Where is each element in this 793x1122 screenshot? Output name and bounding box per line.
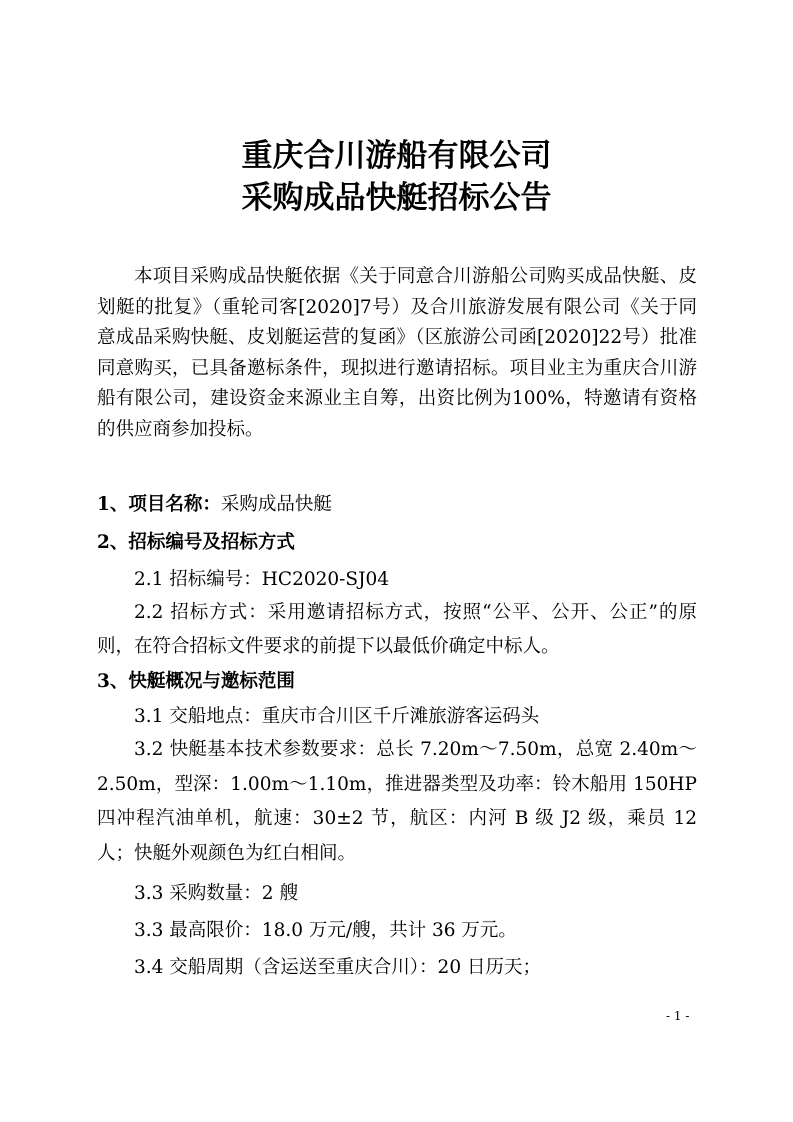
intro-paragraph: 本项目采购成品快艇依据《关于同意合川游船公司购买成品快艇、皮划艇的批复》（重轮司客[2020]7号）及合川旅游发展有限公司《关于同意成品采购快艇、皮划艇运营的复函》（区旅游公司函[2020]22号）批准同意购买，已具备邀标条件，现拟进行邀请招标。项目业主为重庆合川游船有限公司，建设资金来源业主自筹，出资比例为100%，特邀请有资格的供应商参加投标。 [97,266,697,440]
section-3-item-3: 3.3 采购数量：2 艘 [134,883,298,904]
section-3-item-4: 3.3 最高限价：18.0 万元/艘，共计 36 万元。 [134,920,517,941]
section-1-heading [97,490,332,520]
section-1-heading-label: 1、项目名称： [97,494,221,515]
document-title-line-2: 采购成品快艇招标公告 [241,180,552,216]
section-3-heading: 3、快艇概况与邀标范围 [97,671,295,692]
section-1-value: 采购成品快艇 [220,494,332,515]
section-3-item-2: 3.2 快艇基本技术参数要求：总长 7.20m～7.50m，总宽 2.40m～2.50m，型深：1.00m～1.10m，推进器类型及功率：铃木船用 150HP 四冲程汽油单机，航速：30±2 节，航区：内河 B 级 J2 级，乘员 12 人；快艇外观颜色为红白相间。 [97,739,697,864]
section-3-item-1: 3.1 交船地点：重庆市合川区千斤滩旅游客运码头 [134,706,540,727]
section-2-item-1: 2.1 招标编号：HC2020-SJ04 [134,569,390,590]
section-3-item-5: 3.4 交船周期（含运送至重庆合川）：20 日历天； [134,957,541,978]
page-number: - 1 - [666,1009,690,1023]
section-2-item-2: 2.2 招标方式：采用邀请招标方式，按照“公平、公开、公正”的原则，在符合招标文件要求的前提下以最低价确定中标人。 [97,602,697,657]
section-2-heading: 2、招标编号及招标方式 [97,532,295,553]
document-title-line-1: 重庆合川游船有限公司 [241,138,552,174]
